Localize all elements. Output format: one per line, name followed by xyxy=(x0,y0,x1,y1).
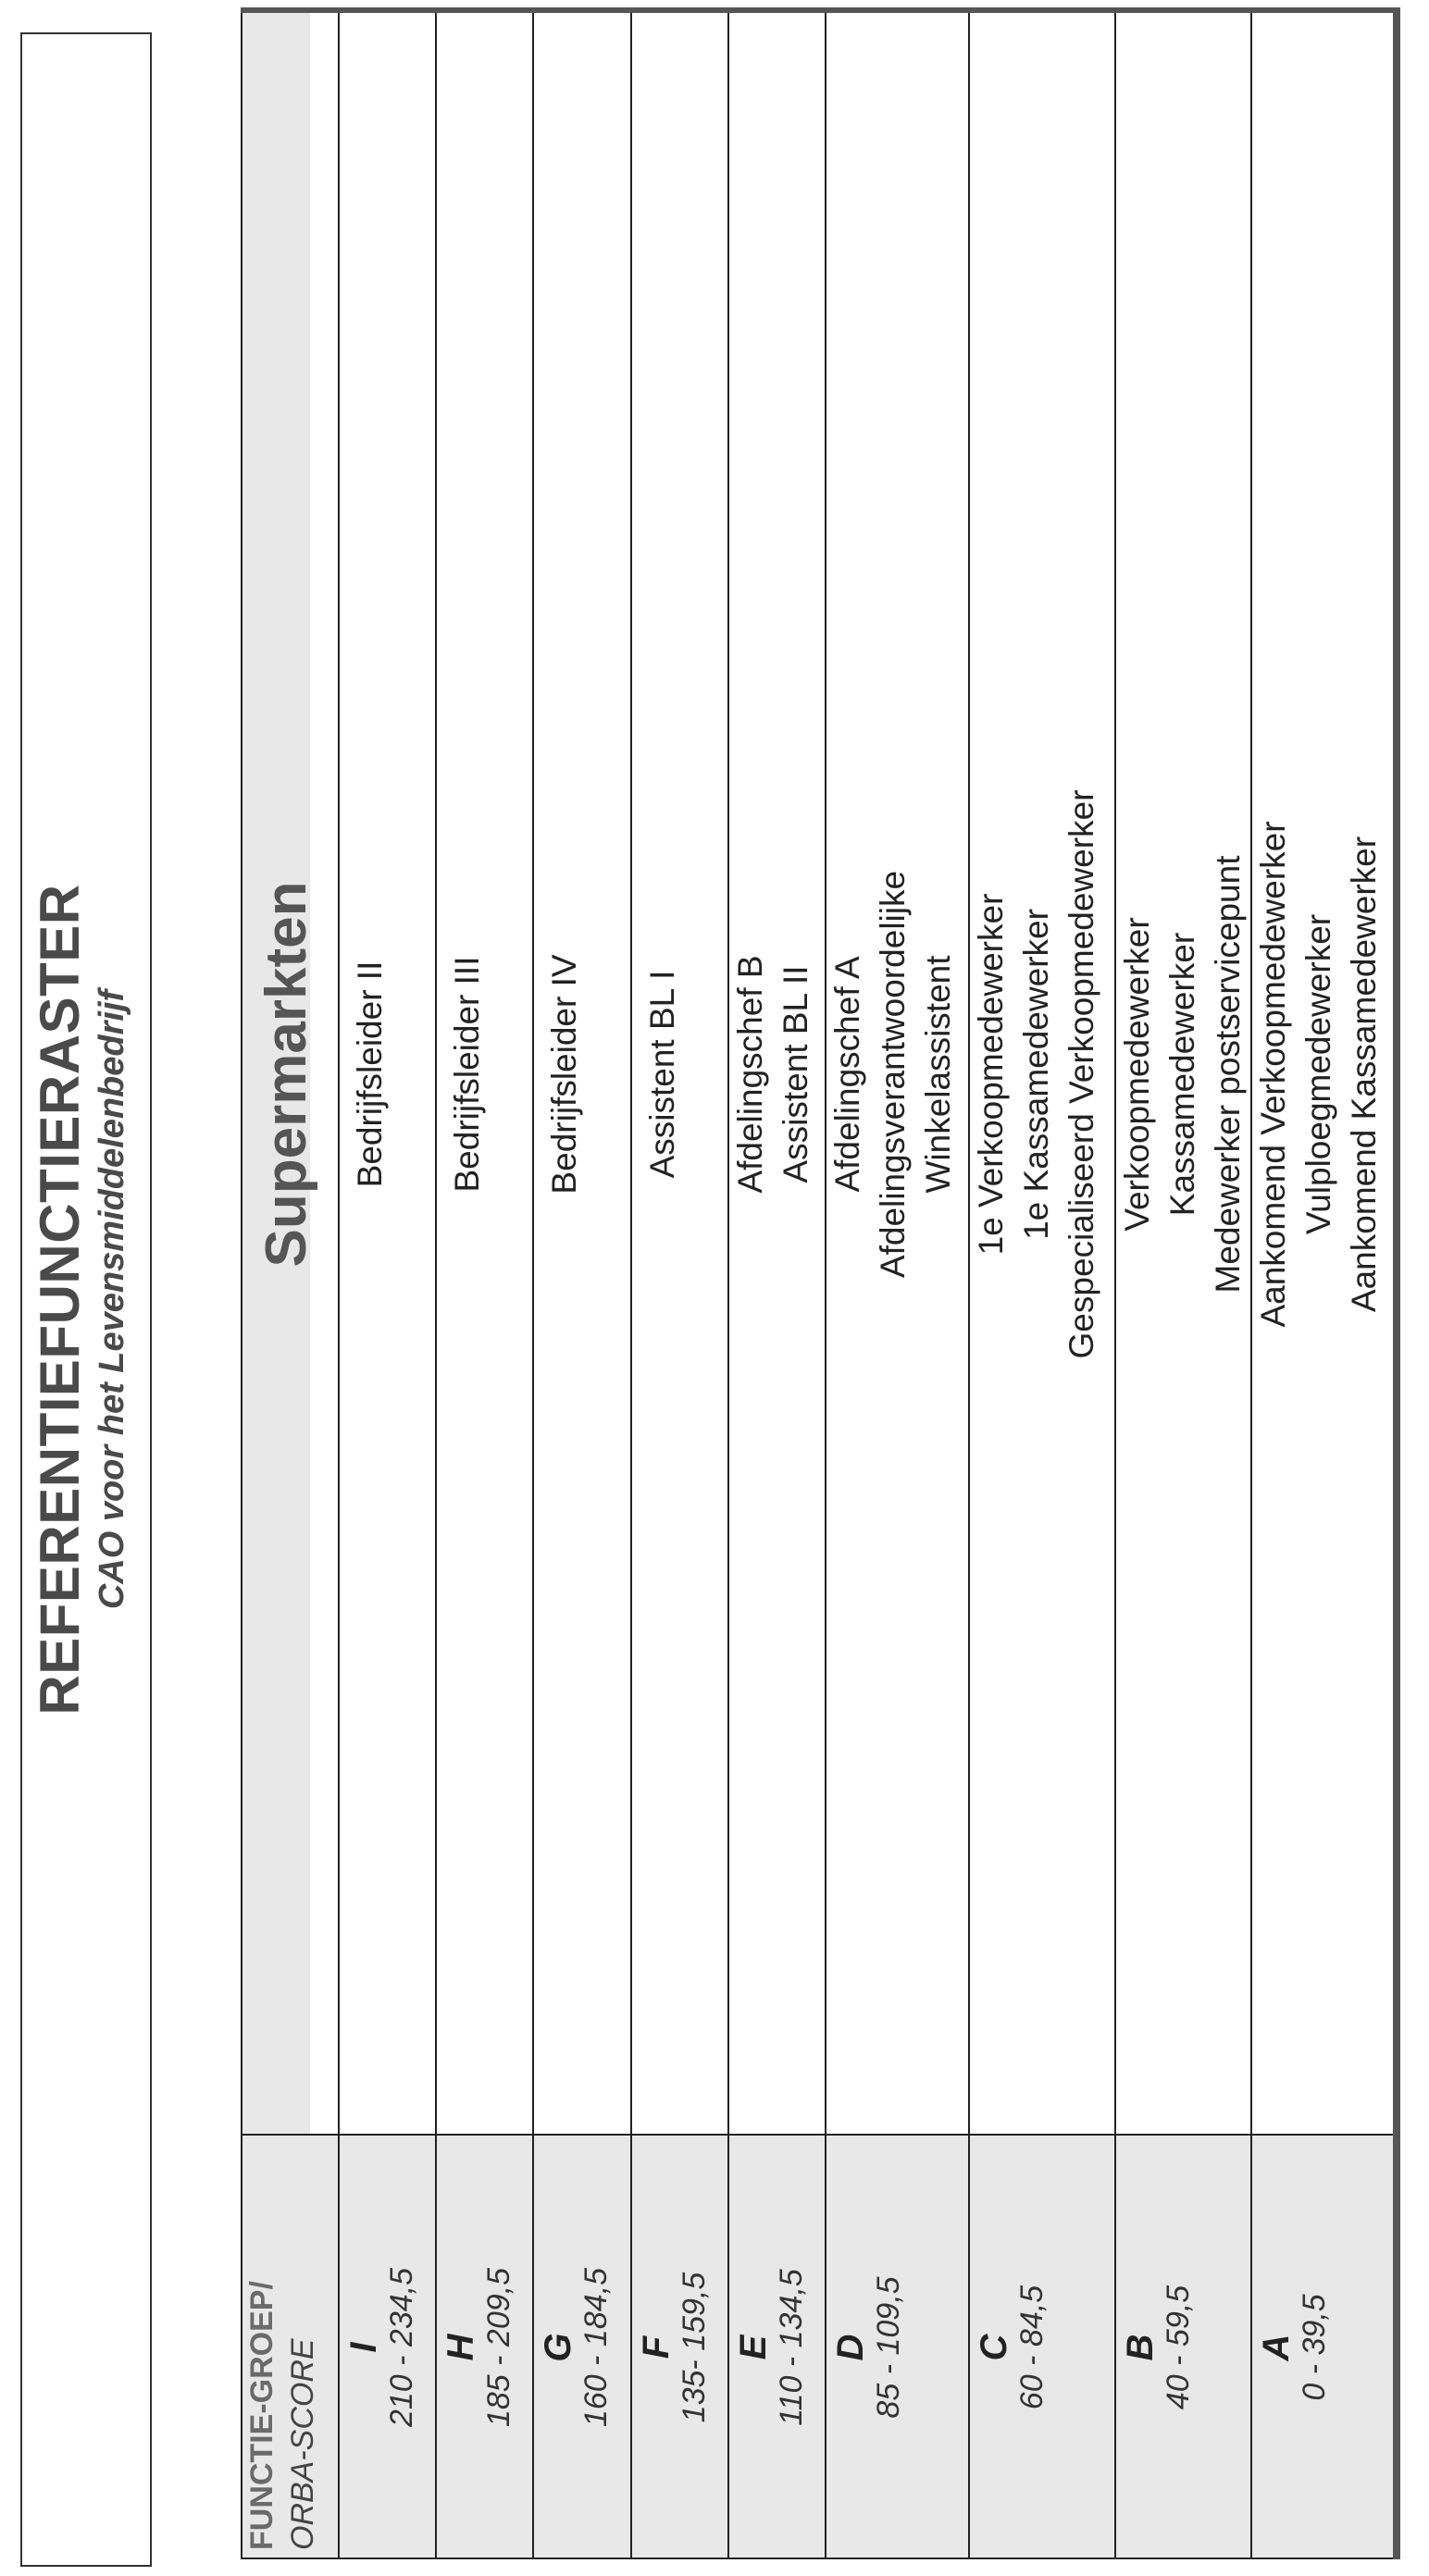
group-letter: F xyxy=(636,2335,677,2359)
group-letter: E xyxy=(733,2334,774,2360)
row-divider xyxy=(532,13,534,2559)
group-letter: G xyxy=(538,2333,578,2362)
group-letter: H xyxy=(441,2334,481,2361)
group-score: 60 - 84,5 xyxy=(1014,2285,1050,2410)
group-letter: B xyxy=(1120,2334,1161,2361)
document-title: REFERENTIEFUNCTIERASTER xyxy=(29,884,91,1715)
function-name: Vulploegmedewerker xyxy=(1299,913,1337,1235)
function-name: Medewerker postservicepunt xyxy=(1209,855,1247,1294)
document-subtitle: CAO voor het Levensmiddelenbedrijf xyxy=(93,989,131,1610)
group-letter: A xyxy=(1256,2334,1297,2361)
row-divider xyxy=(968,13,970,2559)
function-name: Assistent BL II xyxy=(777,965,814,1183)
function-name: Bedrijfsleider IV xyxy=(545,954,583,1195)
function-name: Afdelingsverantwoordelijke xyxy=(874,870,912,1279)
group-score: 185 - 209,5 xyxy=(481,2267,516,2428)
function-name: Winkelassistent xyxy=(919,955,957,1194)
function-name: Afdelingschef A xyxy=(828,956,866,1193)
function-name: Kassamedewerker xyxy=(1163,932,1201,1217)
group-letter: D xyxy=(830,2334,871,2361)
row-divider xyxy=(825,13,826,2559)
row-divider xyxy=(1114,13,1116,2559)
row-divider xyxy=(727,13,729,2559)
row-divider xyxy=(435,13,437,2559)
group-score: 210 - 234,5 xyxy=(384,2267,419,2428)
function-name: Aankomend Verkoopmedewerker xyxy=(1254,821,1292,1328)
function-name: Verkoopmedewerker xyxy=(1118,917,1156,1232)
group-score: 110 - 134,5 xyxy=(774,2269,809,2426)
group-score: 135- 159,5 xyxy=(677,2272,712,2423)
column-title-supermarkten: Supermarkten xyxy=(255,881,318,1268)
function-name: 1e Verkoopmedewerker xyxy=(972,893,1010,1256)
group-score: 40 - 59,5 xyxy=(1161,2285,1196,2410)
table-shadow-bottom xyxy=(1393,7,1400,2559)
function-name: 1e Kassamedewerker xyxy=(1017,909,1055,1240)
score-header-label: ORBA-SCORE xyxy=(285,2338,320,2550)
group-header-label: FUNCTIE-GROEP/ xyxy=(244,2281,280,2550)
table-top-border xyxy=(241,13,242,2559)
row-divider xyxy=(338,13,340,2559)
group-letter: C xyxy=(974,2334,1014,2361)
function-name: Aankomend Kassamedewerker xyxy=(1345,836,1383,1313)
group-score: 0 - 39,5 xyxy=(1297,2294,1332,2401)
group-score: 85 - 109,5 xyxy=(871,2276,906,2419)
function-name: Afdelingschef B xyxy=(731,955,769,1194)
group-score: 160 - 184,5 xyxy=(578,2267,614,2428)
function-name: Assistent BL I xyxy=(643,970,681,1179)
function-name: Bedrijfsleider II xyxy=(351,960,389,1188)
row-divider xyxy=(630,13,632,2559)
function-name: Gespecialiseerd Verkoopmedewerker xyxy=(1062,789,1100,1359)
row-divider xyxy=(1250,13,1252,2559)
group-letter: I xyxy=(343,2342,384,2353)
function-name: Bedrijfsleider III xyxy=(448,956,486,1193)
